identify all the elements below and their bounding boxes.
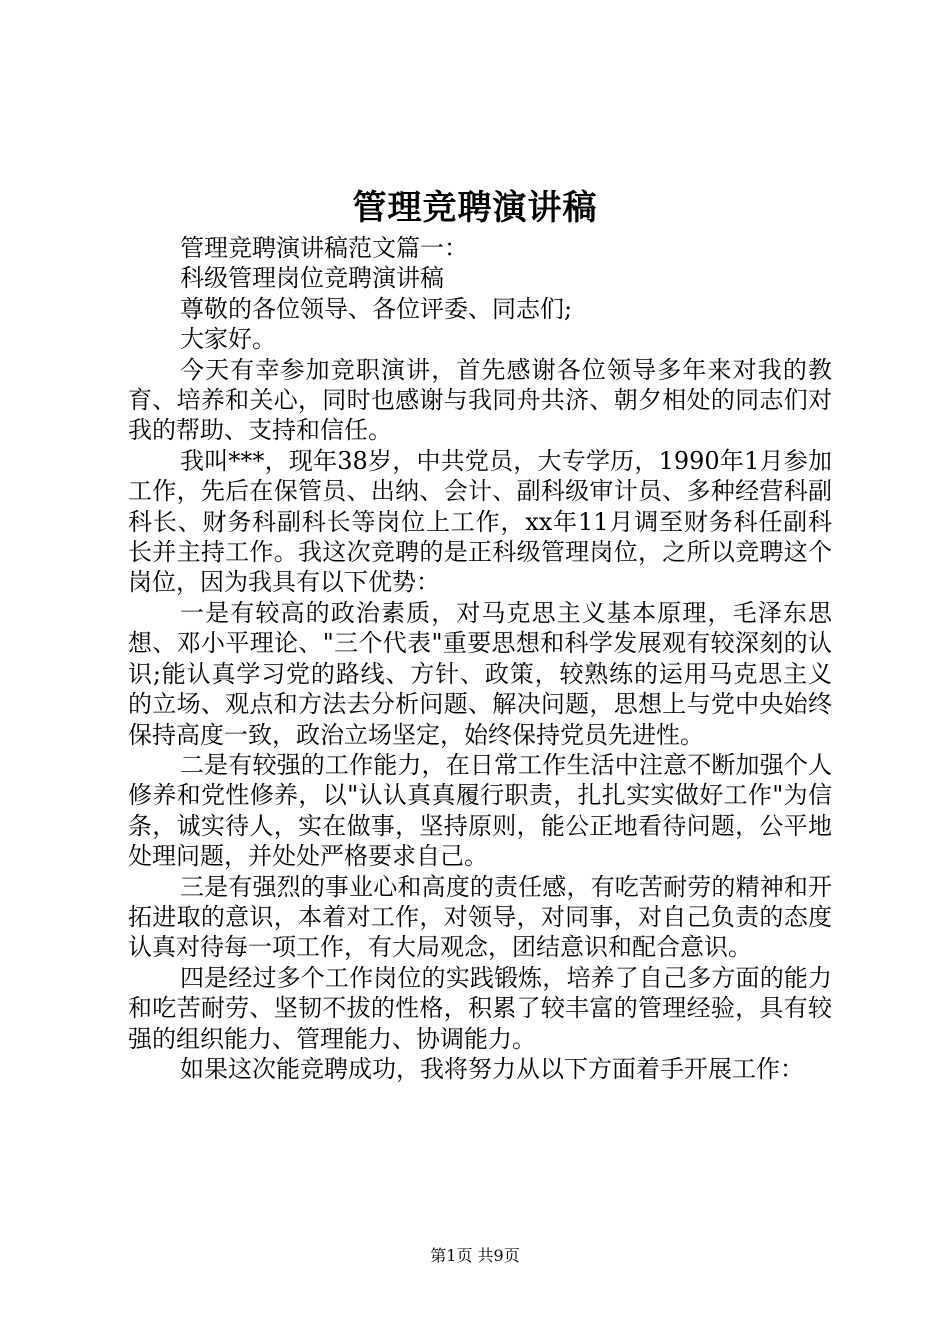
page-number-footer: 第1页 共9页	[430, 1246, 520, 1265]
paragraph-thanks: 今天有幸参加竞职演讲，首先感谢各位领导多年来对我的教育、培养和关心，同时也感谢与我同舟共济、朝夕相处的同志们对我的帮助、支持和信任。	[128, 355, 832, 445]
document-title: 管理竞聘演讲稿	[352, 188, 598, 228]
paragraph-advantage-4: 四是经过多个工作岗位的实践锻炼，培养了自己多方面的能力和吃苦耐劳、坚韧不拔的性格，积累了较丰富的管理经验，具有较强的组织能力、管理能力、协调能力。	[128, 963, 832, 1053]
paragraph-advantage-1: 一是有较高的政治素质，对马克思主义基本原理，毛泽东思想、邓小平理论、"三个代表"重要思想和科学发展观有较深刻的认识;能认真学习党的路线、方针、政策，较熟练的运用马克思主义的立场、观点和方法去分析问题、解决问题，思想上与党中央始终保持高度一致，政治立场坚定，始终保持党员先进性。	[128, 598, 832, 749]
paragraph-plan-intro: 如果这次能竞聘成功，我将努力从以下方面着手开展工作：	[180, 1054, 804, 1083]
paragraph-advantage-2: 二是有较强的工作能力，在日常工作生活中注意不断加强个人修养和党性修养，以"认认真真履行职责，扎扎实实做好工作"为信条，诚实待人，实在做事，坚持原则，能公正地看待问题，公平地处理问题，并处处严格要求自己。	[128, 750, 832, 871]
document-body	[128, 233, 832, 1084]
paragraph-self-intro: 我叫***，现年38岁，中共党员，大专学历，1990年1月参加工作，先后在保管员、出纳、会计、副科级审计员、多种经营科副科长、财务科副科长等岗位上工作，xx年11月调至财务科任副科长并主持工作。我这次竞聘的是正科级管理岗位，之所以竞聘这个岗位，因为我具有以下优势：	[128, 446, 832, 597]
paragraph-heading-sample: 管理竞聘演讲稿范文篇一：	[180, 234, 468, 262]
paragraph-greeting: 大家好。	[180, 325, 276, 354]
paragraph-subtitle: 科级管理岗位竞聘演讲稿	[180, 264, 444, 293]
paragraph-advantage-3: 三是有强烈的事业心和高度的责任感，有吃苦耐劳的精神和开拓进取的意识，本着对工作，对领导，对同事，对自己负责的态度认真对待每一项工作，有大局观念，团结意识和配合意识。	[128, 872, 832, 962]
paragraph-salutation: 尊敬的各位领导、各位评委、同志们;	[180, 294, 573, 323]
